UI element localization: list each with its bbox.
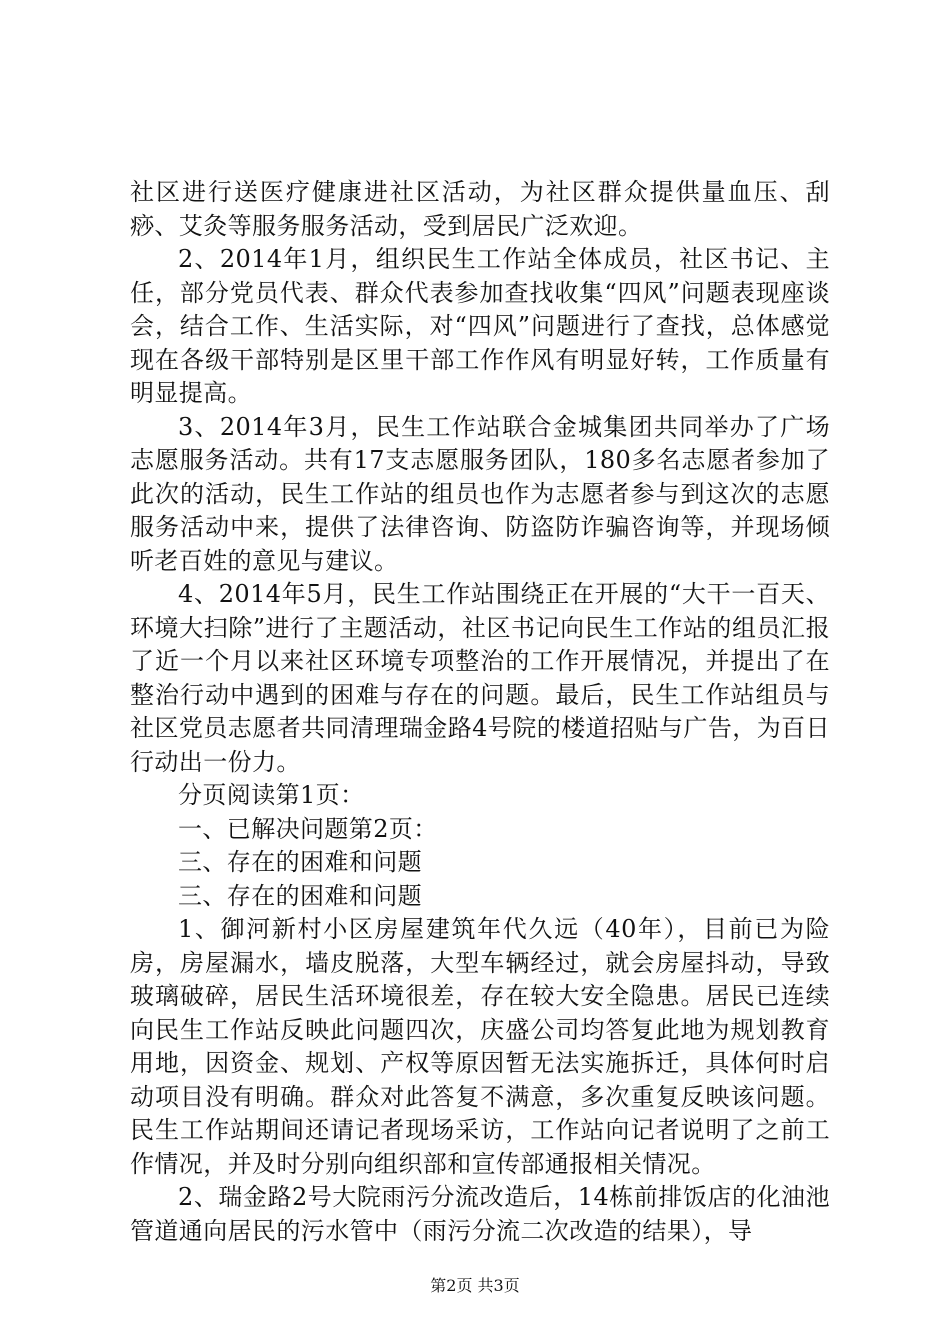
document-body [130,176,830,1248]
paragraph-1: 社区进行送医疗健康进社区活动，为社区群众提供量血压、刮痧、艾灸等服务服务活动，受到居民广泛欢迎。 [130,178,830,240]
paragraph-2: 2、2014年1月，组织民生工作站全体成员，社区书记、主任，部分党员代表、群众代表参加查找收集“四风”问题表现座谈会，结合工作、生活实际，对“四风”问题进行了查找，总体感觉现在各级干部特别是区里干部工作作风有明显好转，工作质量有明显提高。 [130,245,830,407]
paragraph-9: 1、御河新村小区房屋建筑年代久远（40年），目前已为险房，房屋漏水，墙皮脱落，大型车辆经过，就会房屋抖动，导致玻璃破碎，居民生活环境很差，存在较大安全隐患。居民已连续向民生工作站反映此问题四次，庆盛公司均答复此地为规划教育用地，因资金、规划、产权等原因暂无法实施拆迁，具体何时启动项目没有明确。群众对此答复不满意，多次重复反映该问题。民生工作站期间还请记者现场采访，工作站向记者说明了之前工作情况，并及时分别向组织部和宣传部通报相关情况。 [130,915,830,1178]
page-number-label: 第2页 共3页 [430,1276,520,1295]
paragraph-5: 分页阅读第1页： [178,781,365,809]
paragraph-4: 4、2014年5月，民生工作站围绕正在开展的“大干一百天、环境大扫除”进行了主题活动，社区书记向民生工作站的组员汇报了近一个月以来社区环境专项整治的工作开展情况，并提出了在整治行动中遇到的困难与存在的问题。最后，民生工作站组员与社区党员志愿者共同清理瑞金路4号院的楼道招贴与广告，为百日行动出一份力。 [130,580,830,776]
page-footer [0,1276,950,1296]
section-heading-1: 三、存在的困难和问题 [178,848,422,876]
paragraph-3: 3、2014年3月，民生工作站联合金城集团共同举办了广场志愿服务活动。共有17支志愿服务团队，180多名志愿者参加了此次的活动，民生工作站的组员也作为志愿者参与到这次的志愿服务活动中来，提供了法律咨询、防盗防诈骗咨询等，并现场倾听老百姓的意见与建议。 [130,412,830,575]
section-heading-2: 三、存在的困难和问题 [178,881,422,910]
paragraph-6: 一、已解决问题第2页： [178,814,438,843]
paragraph-10: 2、瑞金路2号大院雨污分流改造后，14栋前排饭店的化油池管道通向居民的污水管中（雨污分流二次改造的结果），导 [130,1183,830,1245]
